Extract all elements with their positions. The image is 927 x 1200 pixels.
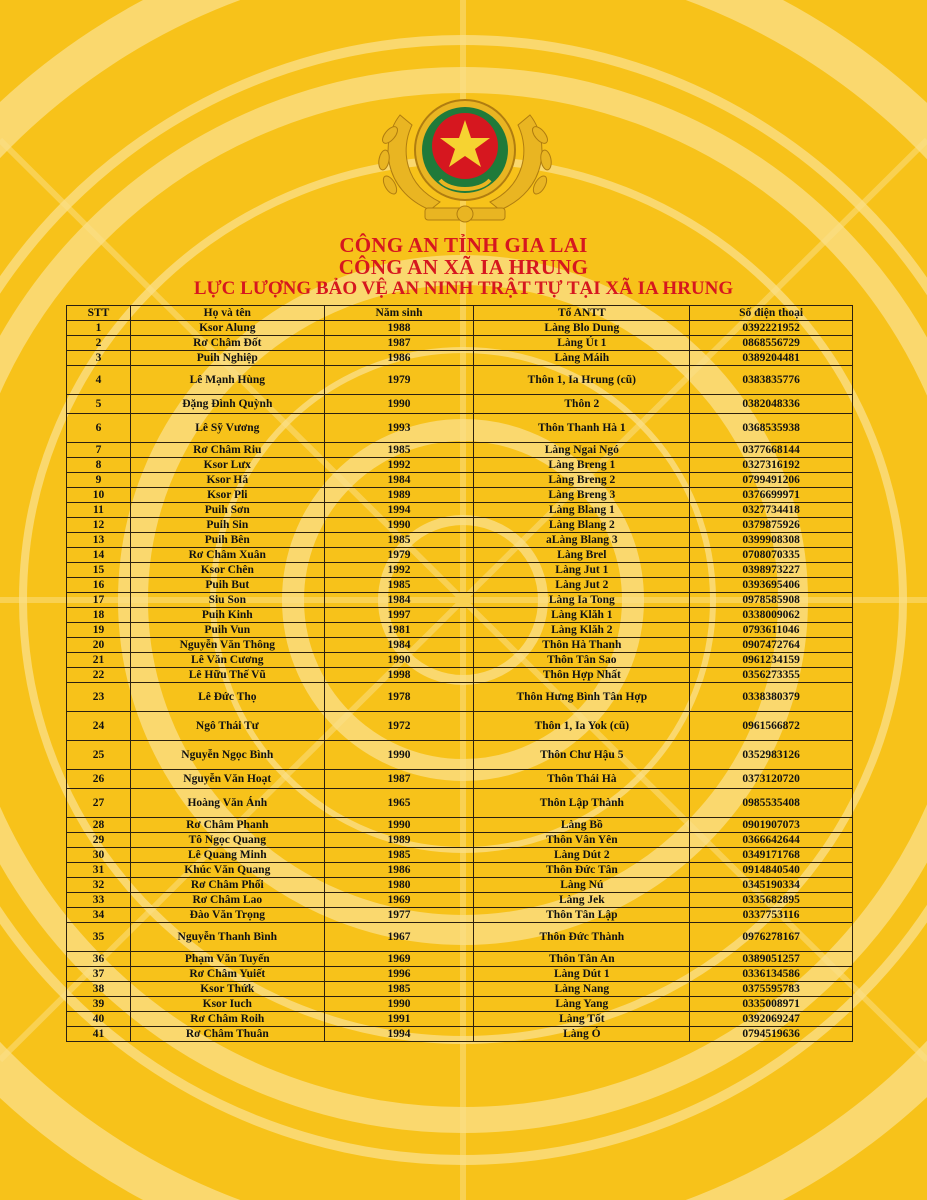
table-row: 2 Rơ Châm Đốt 1987 Làng Út 1 0868556729 (67, 336, 853, 351)
table-row: 4 Lê Mạnh Hùng 1979 Thôn 1, Ia Hrung (cũ) 0383835776 (67, 366, 853, 395)
title-province: CÔNG AN TỈNH GIA LAI (339, 233, 588, 257)
table-row: 8 Ksor Lưx 1992 Làng Breng 1 0327316192 (67, 458, 853, 473)
table-row: 38 Ksor Thứk 1985 Làng Nang 0375595783 (67, 982, 853, 997)
table-row: 7 Rơ Châm Riu 1985 Làng Ngai Ngó 0377668144 (67, 443, 853, 458)
table-row: 16 Puih But 1985 Làng Jut 2 0393695406 (67, 578, 853, 593)
table-row: 20 Nguyễn Văn Thông 1984 Thôn Hà Thanh 0907472764 (67, 638, 853, 653)
table-row: 17 Siu Son 1984 Làng Ia Tong 0978585908 (67, 593, 853, 608)
col-phone: Số điện thoại (690, 306, 853, 321)
police-emblem-icon (370, 80, 560, 230)
table-row: 40 Rơ Châm Roih 1991 Làng Tốt 0392069247 (67, 1012, 853, 1027)
table-row: 10 Ksor Pli 1989 Làng Breng 3 0376699971 (67, 488, 853, 503)
table-header-row (67, 306, 853, 321)
col-stt: STT (67, 306, 131, 321)
col-name: Họ và tên (130, 306, 324, 321)
table-row: 30 Lê Quang Minh 1985 Làng Dút 2 0349171768 (67, 848, 853, 863)
col-birth-year: Năm sinh (324, 306, 474, 321)
table-row: 33 Rơ Châm Lao 1969 Làng Jek 0335682895 (67, 893, 853, 908)
table-row: 21 Lê Văn Cương 1990 Thôn Tân Sao 0961234159 (67, 653, 853, 668)
roster-table (66, 305, 853, 1042)
table-row: 1 Ksor Alung 1988 Làng Blo Dung 0392221952 (67, 321, 853, 336)
table-row: 31 Khúc Văn Quang 1986 Thôn Đức Tân 0914840540 (67, 863, 853, 878)
table-row: 3 Puih Nghiệp 1986 Làng Máih 0389204481 (67, 351, 853, 366)
table-row: 34 Đào Văn Trọng 1977 Thôn Tân Lập 0337753116 (67, 908, 853, 923)
table-row: 29 Tô Ngọc Quang 1989 Thôn Vân Yên 0366642644 (67, 833, 853, 848)
table-row: 36 Phạm Văn Tuyến 1969 Thôn Tân An 0389051257 (67, 952, 853, 967)
table-row: 22 Lê Hữu Thế Vũ 1998 Thôn Hợp Nhất 0356273355 (67, 668, 853, 683)
table-row: 24 Ngô Thái Tư 1972 Thôn 1, Ia Yok (cũ) 0961566872 (67, 712, 853, 741)
table-row: 28 Rơ Châm Phanh 1990 Làng Bồ 0901907073 (67, 818, 853, 833)
table-row: 13 Puih Bên 1985 aLàng Blang 3 0399908308 (67, 533, 853, 548)
table-row: 19 Puih Vun 1981 Làng Klăh 2 0793611046 (67, 623, 853, 638)
table-row: 5 Đặng Đình Quỳnh 1990 Thôn 2 0382048336 (67, 395, 853, 414)
table-row: 32 Rơ Châm Phối 1980 Làng Nú 0345190334 (67, 878, 853, 893)
table-row: 27 Hoàng Văn Ánh 1965 Thôn Lập Thành 0985535408 (67, 789, 853, 818)
table-row: 26 Nguyễn Văn Hoạt 1987 Thôn Thái Hà 0373120720 (67, 770, 853, 789)
table-row: 12 Puih Sin 1990 Làng Blang 2 0379875926 (67, 518, 853, 533)
table-row: 41 Rơ Châm Thuân 1994 Làng Ó 0794519636 (67, 1027, 853, 1042)
table-row: 23 Lê Đức Thọ 1978 Thôn Hưng Bình Tân Hợp 0338380379 (67, 683, 853, 712)
table-row: 37 Rơ Châm Yuiết 1996 Làng Dút 1 0336134586 (67, 967, 853, 982)
table-row: 18 Puih Kinh 1997 Làng Klăh 1 0338009062 (67, 608, 853, 623)
title-commune: CÔNG AN XÃ IA HRUNG (338, 255, 589, 279)
table-row: 15 Ksor Chên 1992 Làng Jut 1 0398973227 (67, 563, 853, 578)
table-row: 25 Nguyễn Ngọc Bình 1990 Thôn Chư Hậu 5 0352983126 (67, 741, 853, 770)
table-row: 14 Rơ Châm Xuân 1979 Làng Brel 0708070335 (67, 548, 853, 563)
col-group: Tổ ANTT (474, 306, 690, 321)
table-row: 11 Puih Sơn 1994 Làng Blang 1 0327734418 (67, 503, 853, 518)
table-row: 35 Nguyễn Thanh Bình 1967 Thôn Đức Thành 0976278167 (67, 923, 853, 952)
table-row: 39 Ksor Iuch 1990 Làng Yang 0335008971 (67, 997, 853, 1012)
table-row: 9 Ksor Hă 1984 Làng Breng 2 0799491206 (67, 473, 853, 488)
title-force: LỰC LƯỢNG BẢO VỆ AN NINH TRẬT TỰ TẠI XÃ IA HRUNG (193, 278, 734, 299)
table-row: 6 Lê Sỹ Vương 1993 Thôn Thanh Hà 1 0368535938 (67, 414, 853, 443)
